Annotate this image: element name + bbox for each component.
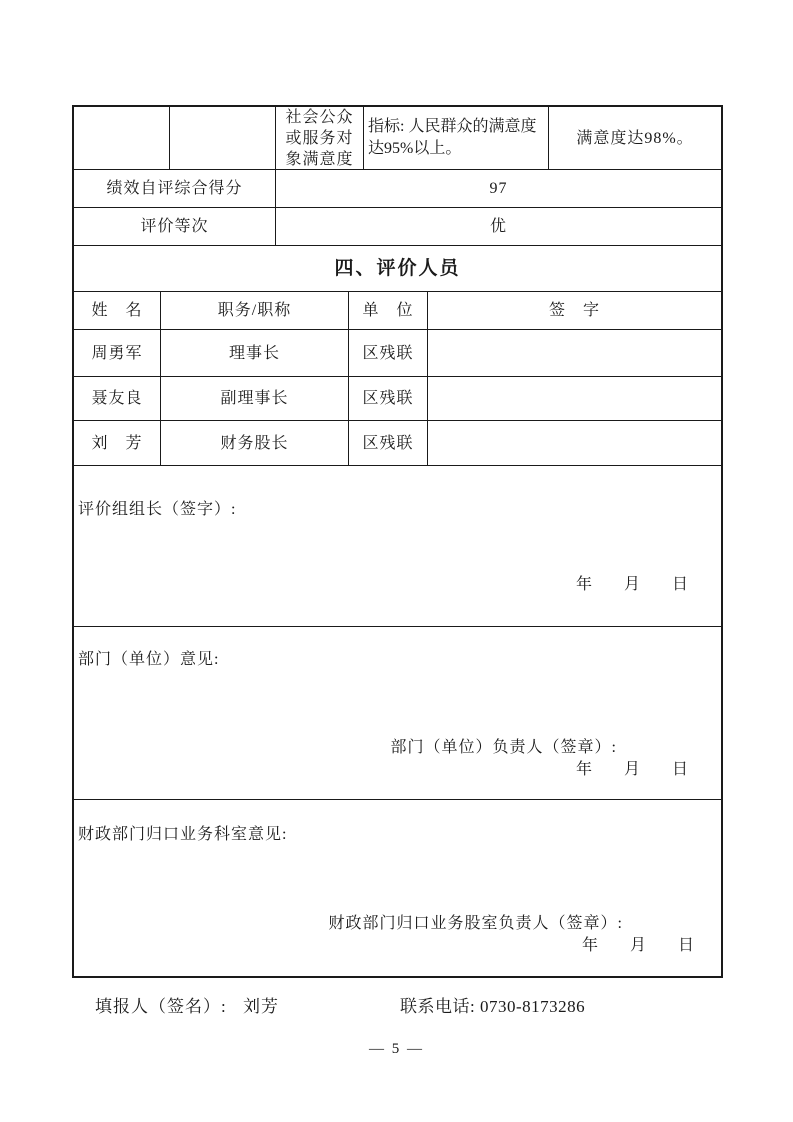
year-label: 年 [575,761,593,778]
department-opinion-section [74,627,721,800]
footer-filler-label: 填报人（签名）: [95,997,227,1016]
finance-opinion-cell [74,800,721,976]
page-number: — 5 — [369,1041,424,1057]
evaluators-header-row [74,292,721,330]
footer-phone: 联系电话: 0730-8173286 [400,997,586,1016]
leader-signoff-section [74,466,721,627]
evaluator-title: 理事长 [161,330,349,376]
evaluator-unit: 区残联 [349,377,428,420]
month-label: 月 [623,761,641,778]
section-title: 四、评价人员 [334,258,461,279]
evaluation-form-table [72,105,723,978]
evaluator-name: 聂友良 [74,377,161,420]
evaluator-title: 副理事长 [161,377,349,420]
satisfaction-indicator-target: 指标: 人民群众的满意度达95%以上。 [364,107,549,169]
year-label: 年 [581,937,599,954]
day-label: 日 [677,937,695,954]
day-label: 日 [671,576,689,593]
leader-signoff-label: 评价组组长（签字）: [78,501,237,518]
date-line [576,759,689,780]
evaluator-title: 财务股长 [161,421,349,465]
evaluator-row [74,421,721,466]
year-label: 年 [575,576,593,593]
date-line [576,574,689,595]
score-value: 97 [489,180,508,197]
day-label: 日 [671,761,689,778]
evaluator-row [74,377,721,421]
score-label: 绩效自评综合得分 [74,170,276,207]
footer-filler-name: 刘芳 [243,997,279,1016]
evaluator-unit: 区残联 [349,421,428,465]
evaluator-signature-cell [428,377,721,420]
score-row [74,170,721,208]
grade-value: 优 [489,218,507,235]
empty-cell-1 [74,107,170,169]
month-label: 月 [629,937,647,954]
finance-opinion-label: 财政部门归口业务科室意见: [78,826,288,843]
evaluator-signature-cell [428,330,721,376]
grade-row [74,208,721,246]
department-responsible-label: 部门（单位）负责人（签章）: [390,739,617,756]
header-unit: 单 位 [349,292,428,329]
evaluator-unit: 区残联 [349,330,428,376]
department-opinion-label: 部门（单位）意见: [78,651,220,668]
department-opinion-cell [74,627,721,799]
finance-opinion-section [74,800,721,976]
date-line [582,935,695,956]
header-title: 职务/职称 [161,292,349,329]
header-name: 姓 名 [74,292,161,329]
evaluator-row [74,330,721,377]
evaluators-section-title-row [74,246,721,292]
grade-label: 评价等次 [74,208,276,245]
indicator-row [74,107,721,170]
satisfaction-indicator-result: 满意度达98%。 [576,129,694,147]
evaluator-name: 刘 芳 [74,421,161,465]
satisfaction-indicator-name: 社会公众或服务对象满意度 [276,107,364,169]
leader-signoff-cell [74,466,721,626]
empty-cell-2 [170,107,276,169]
finance-responsible-label: 财政部门归口业务股室负责人（签章）: [328,915,623,932]
evaluator-name: 周勇军 [74,330,161,376]
evaluator-signature-cell [428,421,721,465]
header-signature: 签 字 [548,302,600,319]
month-label: 月 [623,576,641,593]
